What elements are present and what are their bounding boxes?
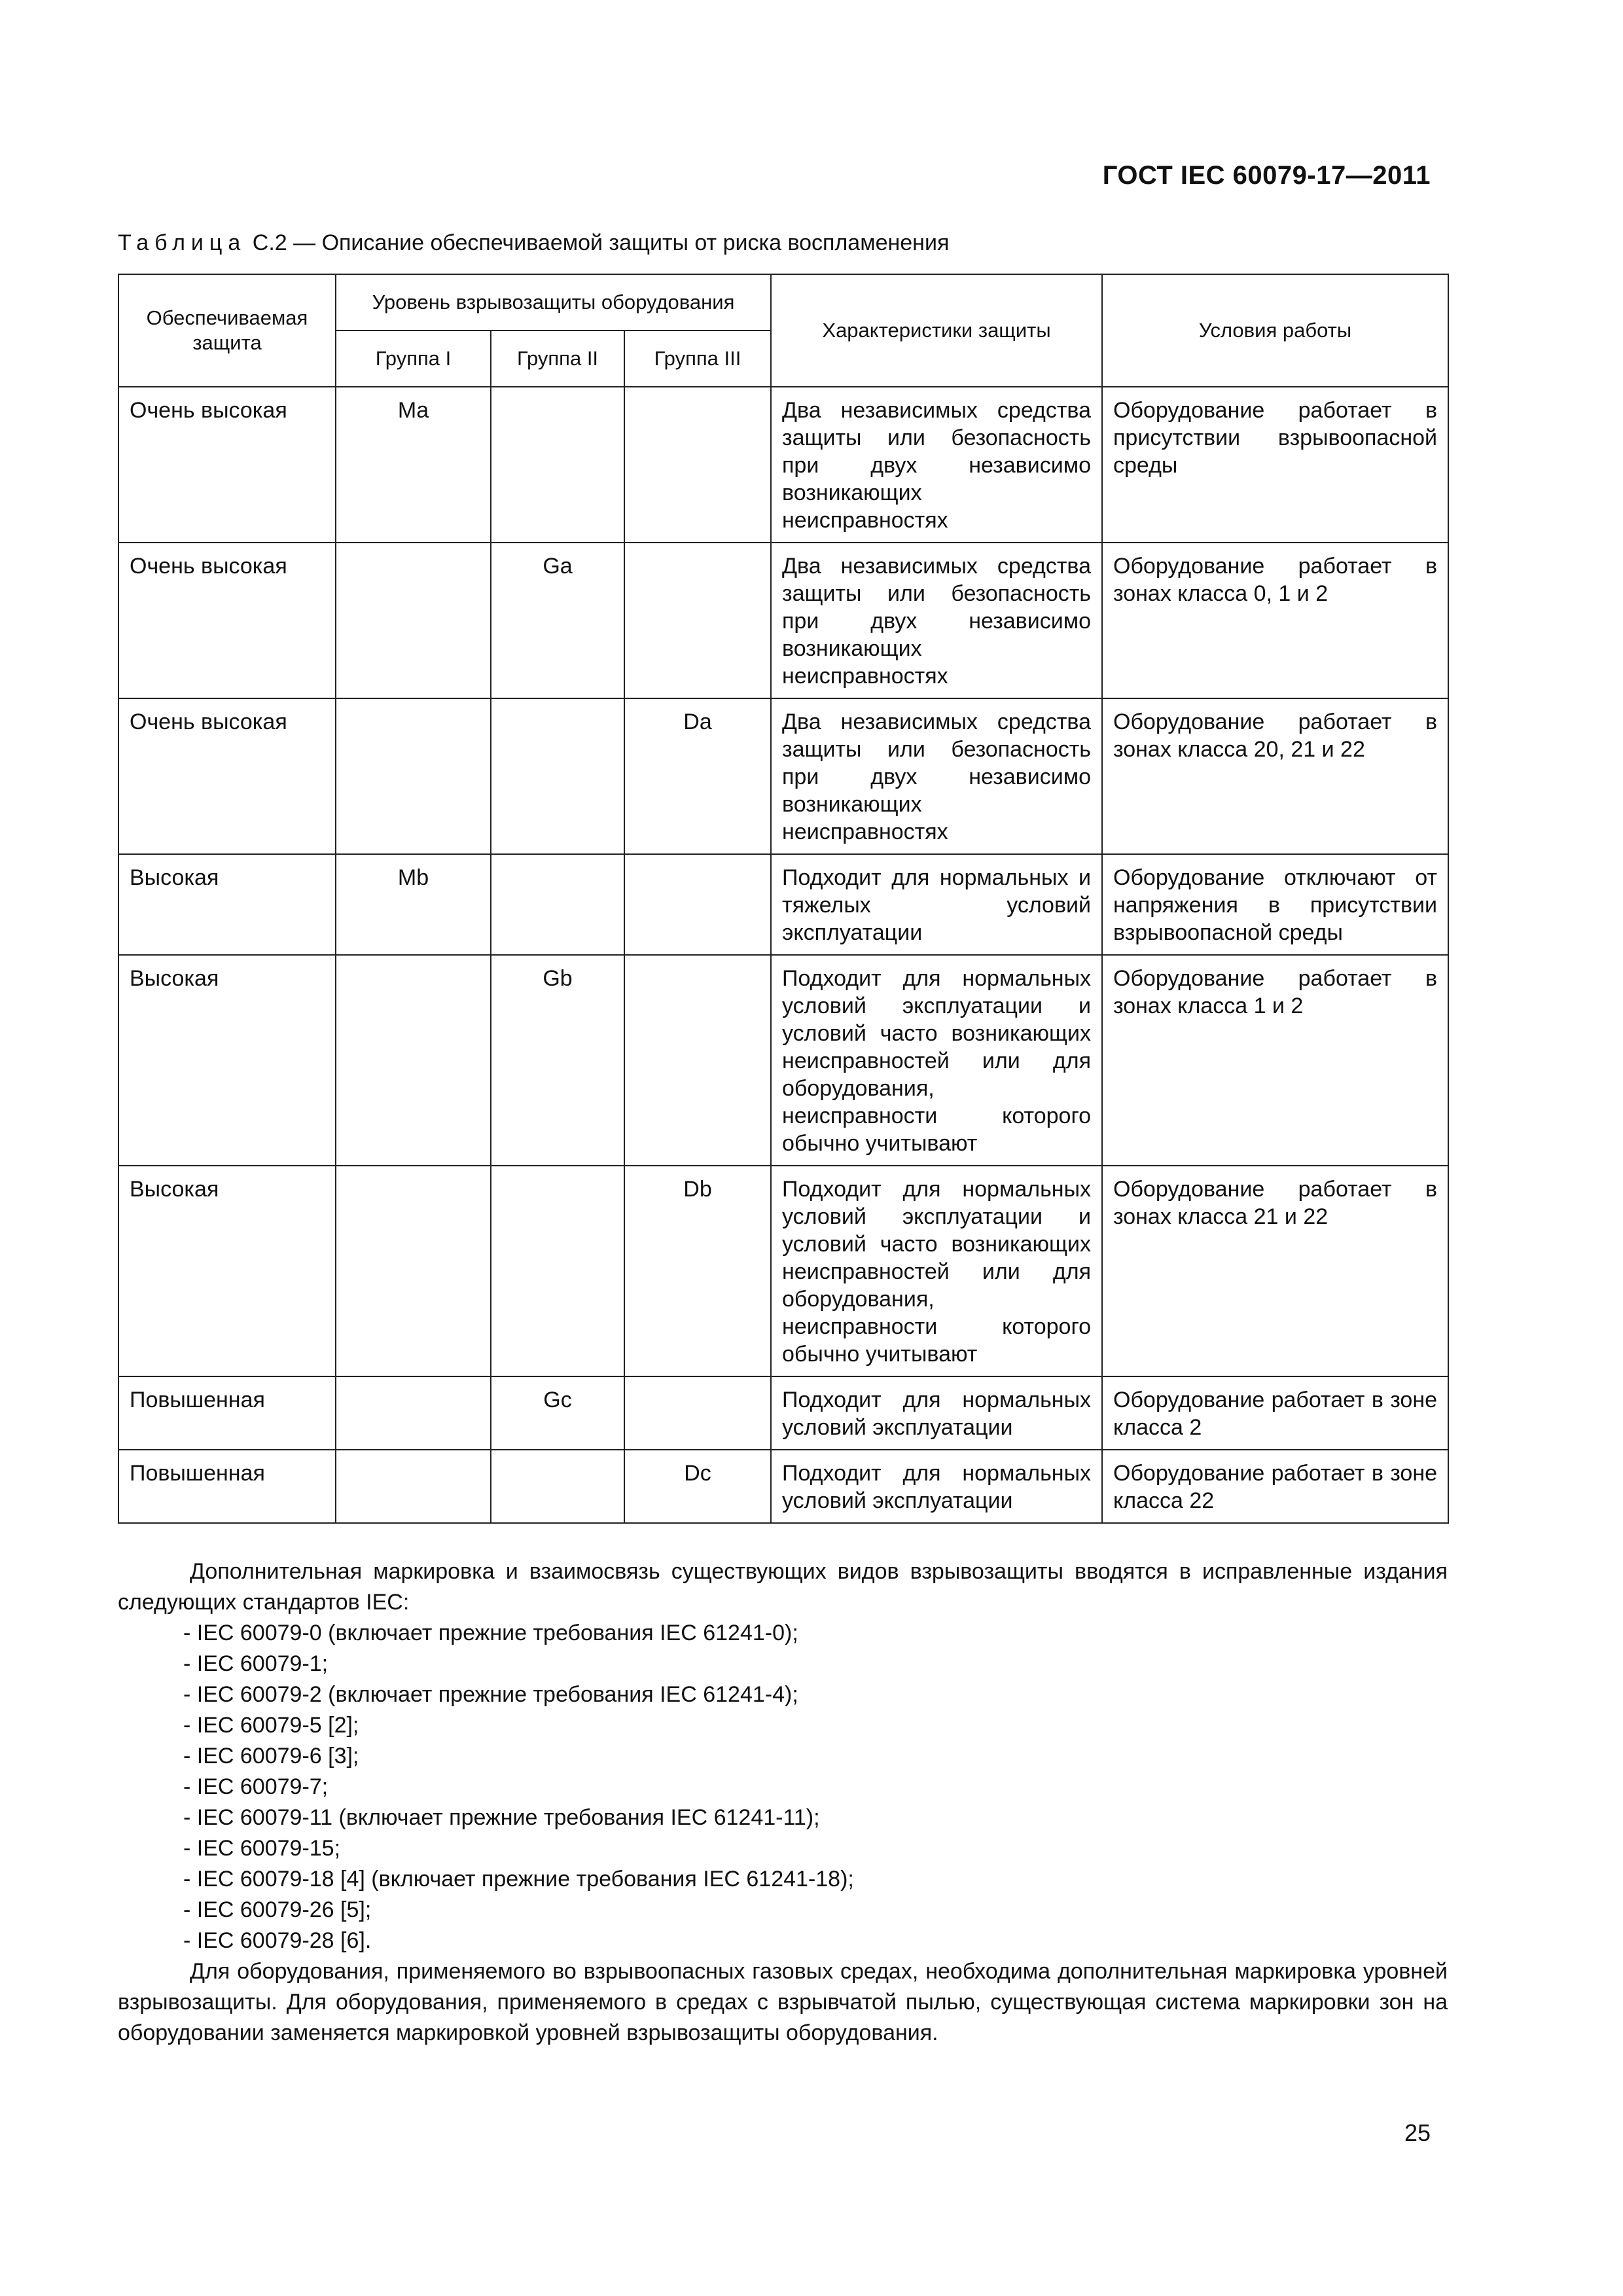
list-item: - IEC 60079-18 [4] (включает прежние требования IEC 61241-18); — [183, 1867, 854, 1892]
cell-group-3 — [624, 387, 771, 543]
cell-protection: Высокая — [118, 1166, 336, 1376]
cell-characteristics: Два независимых средства защиты или безопасность при двух независимо возникающих неисправностях — [771, 698, 1102, 854]
list-item: - IEC 60079-26 [5]; — [183, 1897, 372, 1922]
protection-table-container — [118, 274, 1448, 1524]
header-protection: Обеспечиваемая защита — [118, 274, 336, 387]
list-item: - IEC 60079-7; — [183, 1774, 329, 1799]
cell-group-3 — [624, 854, 771, 955]
cell-group-3 — [624, 543, 771, 698]
cell-group-3: Dc — [624, 1450, 771, 1523]
cell-group-1 — [336, 1450, 491, 1523]
table-row — [118, 543, 1448, 698]
cell-protection: Очень высокая — [118, 543, 336, 698]
cell-characteristics: Подходит для нормальных условий эксплуатации и условий часто возникающих неисправностей или для оборудования, неисправности которого обычно учитывают — [771, 955, 1102, 1166]
cell-group-2 — [491, 854, 624, 955]
cell-characteristics: Подходит для нормальных условий эксплуатации — [771, 1376, 1102, 1450]
table-caption-text: С.2 — Описание обеспечиваемой защиты от риска воспламенения — [252, 230, 950, 255]
header-level: Уровень взрывозащиты оборудования — [336, 274, 771, 331]
table-row — [118, 387, 1448, 543]
page-number: 25 — [1404, 2119, 1431, 2146]
cell-group-1: Mb — [336, 854, 491, 955]
cell-group-2 — [491, 698, 624, 854]
cell-conditions: Оборудование работает в зонах класса 1 и 2 — [1102, 955, 1448, 1166]
cell-group-1 — [336, 698, 491, 854]
cell-conditions: Оборудование отключают от напряжения в присутствии взрывоопасной среды — [1102, 854, 1448, 955]
cell-characteristics: Два независимых средства защиты или безопасность при двух независимо возникающих неисправностях — [771, 387, 1102, 543]
cell-conditions: Оборудование работает в присутствии взрывоопасной среды — [1102, 387, 1448, 543]
cell-protection: Повышенная — [118, 1376, 336, 1450]
cell-group-2 — [491, 1450, 624, 1523]
cell-group-3: Da — [624, 698, 771, 854]
cell-characteristics: Два независимых средства защиты или безопасность при двух независимо возникающих неисправностях — [771, 543, 1102, 698]
cell-protection: Очень высокая — [118, 698, 336, 854]
table-row — [118, 955, 1448, 1166]
cell-protection: Повышенная — [118, 1450, 336, 1523]
cell-group-1 — [336, 1166, 491, 1376]
table-caption-label: Таблица — [118, 230, 247, 255]
table-body — [118, 387, 1448, 1523]
list-item: - IEC 60079-1; — [183, 1651, 329, 1676]
list-item: - IEC 60079-15; — [183, 1836, 341, 1861]
table-row — [118, 1376, 1448, 1450]
header-group-1: Группа I — [336, 331, 491, 387]
header-characteristics: Характеристики защиты — [771, 274, 1102, 387]
cell-group-1 — [336, 955, 491, 1166]
cell-group-3 — [624, 955, 771, 1166]
cell-group-1 — [336, 1376, 491, 1450]
list-item: - IEC 60079-28 [6]. — [183, 1928, 372, 1953]
list-item: - IEC 60079-6 [3]; — [183, 1744, 359, 1768]
cell-group-3: Db — [624, 1166, 771, 1376]
cell-group-2: Ga — [491, 543, 624, 698]
cell-protection: Высокая — [118, 955, 336, 1166]
cell-group-2: Gc — [491, 1376, 624, 1450]
body-text — [118, 1556, 1448, 2049]
cell-conditions: Оборудование работает в зонах класса 20, 21 и 22 — [1102, 698, 1448, 854]
table-row — [118, 854, 1448, 955]
table-row — [118, 698, 1448, 854]
cell-protection: Очень высокая — [118, 387, 336, 543]
cell-characteristics: Подходит для нормальных и тяжелых условий эксплуатации — [771, 854, 1102, 955]
standards-list — [118, 1618, 1448, 1956]
cell-protection: Высокая — [118, 854, 336, 955]
cell-group-2: Gb — [491, 955, 624, 1166]
intro-paragraph: Дополнительная маркировка и взаимосвязь существующих видов взрывозащиты вводятся в исправленные издания следующих стандартов IEC: — [118, 1559, 1448, 1615]
closing-paragraph: Для оборудования, применяемого во взрывоопасных газовых средах, необходима дополнительная маркировка уровней взрывозащиты. Для оборудования, применяемого в средах с взрывчатой пылью, существующая система маркировки зон на оборудовании заменяется маркировкой уровней взрывозащиты оборудования. — [118, 1959, 1448, 2045]
protection-table — [118, 274, 1449, 1524]
cell-conditions: Оборудование работает в зоне класса 22 — [1102, 1450, 1448, 1523]
table-caption — [118, 230, 949, 256]
table-row — [118, 1450, 1448, 1523]
header-group-2: Группа II — [491, 331, 624, 387]
cell-group-2 — [491, 387, 624, 543]
cell-group-1: Ma — [336, 387, 491, 543]
table-header-row — [118, 274, 1448, 331]
list-item: - IEC 60079-11 (включает прежние требования IEC 61241-11); — [183, 1805, 820, 1830]
header-conditions: Условия работы — [1102, 274, 1448, 387]
cell-conditions: Оборудование работает в зоне класса 2 — [1102, 1376, 1448, 1450]
cell-group-1 — [336, 543, 491, 698]
cell-conditions: Оборудование работает в зонах класса 21 и 22 — [1102, 1166, 1448, 1376]
cell-group-3 — [624, 1376, 771, 1450]
cell-characteristics: Подходит для нормальных условий эксплуатации и условий часто возникающих неисправностей или для оборудования, неисправности которого обычно учитывают — [771, 1166, 1102, 1376]
header-group-3: Группа III — [624, 331, 771, 387]
cell-conditions: Оборудование работает в зонах класса 0, 1 и 2 — [1102, 543, 1448, 698]
cell-characteristics: Подходит для нормальных условий эксплуатации — [771, 1450, 1102, 1523]
table-row — [118, 1166, 1448, 1376]
list-item: - IEC 60079-5 [2]; — [183, 1713, 359, 1738]
list-item: - IEC 60079-2 (включает прежние требования IEC 61241-4); — [183, 1682, 798, 1707]
document-header: ГОСТ IEC 60079-17—2011 — [1102, 161, 1431, 190]
list-item: - IEC 60079-0 (включает прежние требования IEC 61241-0); — [183, 1621, 798, 1645]
cell-group-2 — [491, 1166, 624, 1376]
